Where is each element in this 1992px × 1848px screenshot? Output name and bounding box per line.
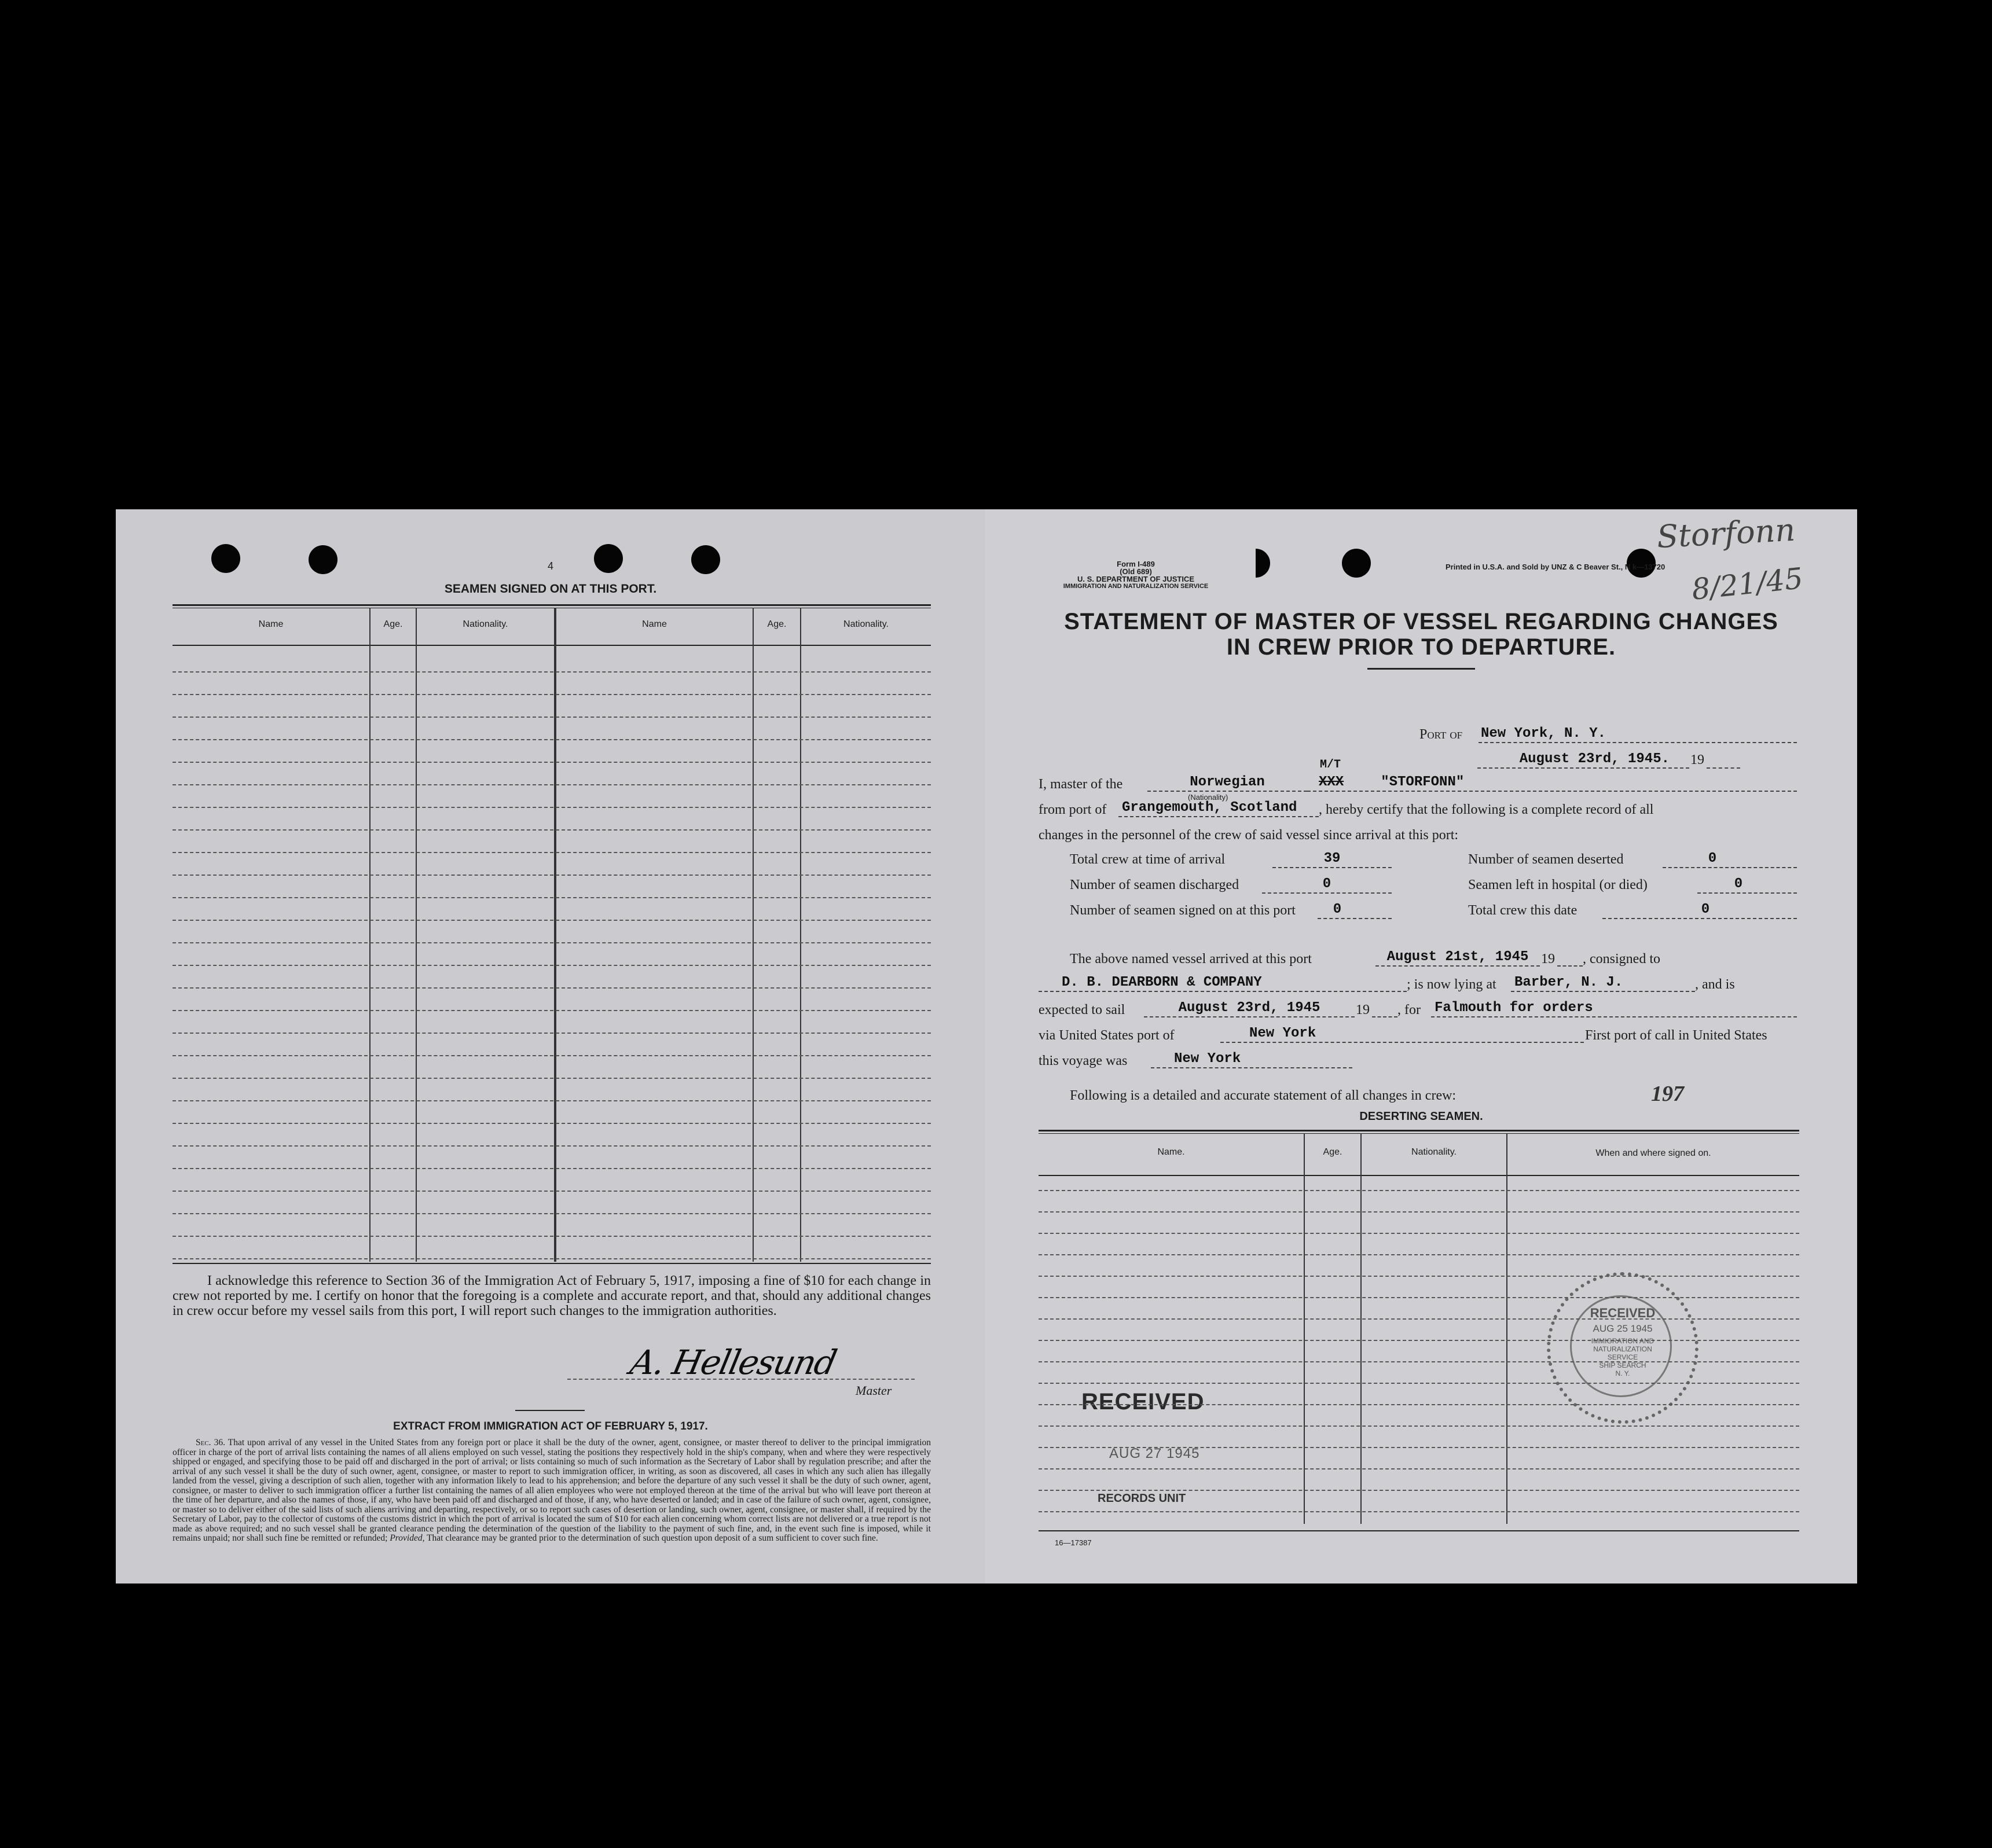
- expected-field: [1144, 1000, 1355, 1017]
- column-divider: [369, 608, 370, 1262]
- table-row-line: [173, 965, 931, 966]
- stat-field: [1262, 876, 1392, 894]
- lying-field: [1511, 975, 1695, 992]
- table-row-line: [173, 739, 931, 740]
- following-text: Following is a detailed and accurate statement of all changes in crew:: [1070, 1088, 1457, 1103]
- table-row-line: [1039, 1211, 1799, 1213]
- round-stamp-line: SHIP SEARCH: [1599, 1361, 1646, 1369]
- table-row-line: [173, 694, 931, 695]
- table-row-line: [173, 762, 931, 763]
- stat-field: [1272, 851, 1392, 868]
- this-voyage-value: New York: [1174, 1051, 1241, 1067]
- handwritten-vessel-name: Storfonn: [1656, 511, 1796, 556]
- arrived-label: The above named vessel arrived at this port: [1070, 951, 1312, 967]
- acknowledgment-text: I acknowledge this reference to Section 36 of the Immigration Act of February 5, 1917, imposing a fine of $10 for each change in crew not reported by me. I certify on honor that the foregoing is a complete and accurate report, and that, should any additional changes in crew occur before my vessel sails from this port, I will report such changes to the immigration authorities.: [173, 1273, 931, 1318]
- extract-title: EXTRACT FROM IMMIGRATION ACT OF FEBRUARY 5, 1917.: [393, 1420, 708, 1432]
- round-stamp-title: RECEIVED: [1590, 1306, 1656, 1320]
- table-row-line: [1039, 1233, 1799, 1234]
- table-row-line: [173, 1236, 931, 1237]
- table-row-line: [173, 1010, 931, 1011]
- changes-text: changes in the personnel of the crew of said vessel since arrival at this port:: [1039, 828, 1459, 843]
- column-header-age: Age.: [767, 619, 787, 629]
- master-signature: [567, 1343, 926, 1383]
- for-value: Falmouth for orders: [1435, 1000, 1593, 1016]
- via-field: [1220, 1026, 1584, 1043]
- year-prefix: 19: [1356, 1002, 1370, 1017]
- extract-divider: [515, 1410, 585, 1411]
- table-row-line: [1039, 1190, 1799, 1191]
- nationality-field: [1147, 774, 1307, 792]
- table-row-line: [1039, 1254, 1799, 1255]
- from-port-field: [1118, 800, 1319, 817]
- column-divider: [1360, 1133, 1362, 1524]
- stat-value: 0: [1322, 876, 1331, 892]
- received-stamp: RECEIVED: [1081, 1389, 1205, 1415]
- table-row-line: [173, 1078, 931, 1079]
- column-divider: [1506, 1133, 1507, 1524]
- section-title: SEAMEN SIGNED ON AT THIS PORT.: [444, 582, 657, 596]
- column-divider: [753, 608, 754, 1262]
- table-row-line: [173, 807, 931, 808]
- this-voyage-field: [1151, 1051, 1352, 1068]
- department: U. S. DEPARTMENT OF JUSTICE: [1077, 575, 1194, 583]
- desert-col-age: Age.: [1323, 1147, 1342, 1157]
- column-divider: [554, 608, 556, 1262]
- deserting-top-rule: [1039, 1133, 1799, 1134]
- stat-label: Number of seamen discharged: [1070, 877, 1239, 892]
- table-row-line: [1039, 1447, 1799, 1448]
- year-field: [1557, 949, 1583, 967]
- table-row-line: [173, 1258, 931, 1259]
- certify-text: , hereby certify that the following is a complete record of all: [1319, 802, 1654, 817]
- service: IMMIGRATION AND NATURALIZATION SERVICE: [1063, 583, 1209, 590]
- footer-code: 16—17387: [1055, 1538, 1092, 1547]
- from-port-label: from port of: [1039, 802, 1107, 817]
- table-row-line: [173, 671, 931, 673]
- for-label: , for: [1397, 1002, 1421, 1017]
- form-old-number: (Old 689): [1120, 567, 1152, 576]
- deserting-top-rule: [1039, 1130, 1799, 1131]
- arrived-value: August 21st, 1945: [1386, 949, 1529, 965]
- left-page: [116, 509, 985, 1584]
- table-top-rule: [173, 604, 931, 606]
- round-received-stamp: [1547, 1272, 1698, 1424]
- year-field: [1372, 1000, 1397, 1017]
- page-number: 4: [547, 560, 553, 572]
- table-row-line: [173, 1123, 931, 1124]
- master-of-label: I, master of the: [1039, 777, 1123, 792]
- column-header-age: Age.: [383, 619, 403, 629]
- table-row-line: [173, 875, 931, 876]
- vessel-name: "STORFONN": [1381, 774, 1465, 790]
- stat-label: Number of seamen signed on at this port: [1070, 903, 1296, 918]
- deserting-header-rule: [1039, 1175, 1799, 1176]
- via-value: New York: [1249, 1026, 1316, 1041]
- stat-value: 0: [1734, 876, 1743, 892]
- lying-value: Barber, N. J.: [1514, 975, 1623, 990]
- first-port-label: First port of call in United States: [1585, 1028, 1767, 1043]
- table-row-line: [1039, 1318, 1799, 1320]
- from-port-value: Grangemouth, Scotland: [1122, 800, 1297, 815]
- extract-text: That upon arrival of any vessel in the United States from any foreign port or place it shall be the duty of the owner, agent, consignee, or master thereof to deliver to the principal immigration officer in charge of the port of arrival lists containing the names of all aliens employed on such vessel, stating the positions they respectively hold in the ship's company, when and where they were respectively shipped or engaged, and specifying those to be paid off and discharged in the port of arrival; or lists containing so much of such information as the Secretary of Labor shall by regulation prescribe; and after the arrival of any such vessel it shall be the duty of such owner, agent, consignee, or master to report to such immigration officer, in writing, as soon as discovered, all cases in which any such alien has illegally landed from the vessel, giving a description of such alien, together with any information likely to lead to his apprehension; and before the departure of any such vessel it shall be the duty of such owner, agent, consignee, or master to deliver to such immigration officer a further list containing the names of all alien employees who were not employed thereon at the time of the arrival but who will leave port thereon at the time of her departure, and also the names of those, if any, who have been paid off and discharged and of those, if any, who have deserted or landed; and in case of the failure of such owner, agent, consignee, or master so to deliver either of the said lists of such aliens arriving and departing, respectively, or so to report such cases of desertion or landing, such owner, agent, consignee, or master shall, if required by the Secretary of Labor, pay to the collector of customs of the customs district in which the port of arrival is located the sum of $10 for each alien concerning whom correct lists are not delivered or a true report is not made as above required; and no such vessel shall be granted clearance pending the determination of the question of the liability to the payment of such fine, and, in the event such fine is imposed, while it remains unpaid; nor shall such fine be remitted or refunded;: [173, 1438, 931, 1543]
- table-row-line: [173, 1213, 931, 1214]
- table-row-line: [1039, 1361, 1799, 1362]
- extract-section: Sec. 36.: [196, 1438, 225, 1447]
- extract-proviso-word: Provided,: [390, 1533, 425, 1543]
- port-of-field: [1479, 726, 1797, 743]
- extract-proviso: That clearance may be granted prior to the determination of such question upon deposit of a sum sufficient to cover such fine.: [427, 1533, 878, 1543]
- punch-hole: [1342, 549, 1371, 578]
- stat-field: [1663, 851, 1797, 868]
- date-field: [1477, 751, 1689, 769]
- table-row-line: [1039, 1490, 1799, 1491]
- and-is-text: , and is: [1695, 977, 1735, 992]
- stat-value: 0: [1333, 902, 1342, 917]
- table-row-line: [173, 1055, 931, 1056]
- stat-label: Seamen left in hospital (or died): [1468, 877, 1648, 892]
- round-stamp-line: IMMIGRATION AND: [1591, 1337, 1655, 1345]
- column-header-nationality: Nationality.: [463, 619, 508, 629]
- expected-label: expected to sail: [1039, 1002, 1125, 1017]
- vessel-type: M/T: [1320, 758, 1341, 771]
- round-stamp-line: NATURALIZATION: [1593, 1345, 1652, 1353]
- this-voyage-label: this voyage was: [1039, 1053, 1128, 1068]
- table-row-line: [173, 1100, 931, 1101]
- table-row-line: [1039, 1404, 1799, 1405]
- stat-field: [1602, 902, 1797, 919]
- for-field: [1431, 1000, 1797, 1017]
- table-row-line: [173, 829, 931, 831]
- stat-label: Total crew this date: [1468, 903, 1578, 918]
- table-row-line: [173, 987, 931, 989]
- form-title-line2: IN CREW PRIOR TO DEPARTURE.: [1226, 634, 1616, 660]
- consignee-value: D. B. DEARBORN & COMPANY: [1062, 975, 1262, 990]
- desert-col-signed-on: When and where signed on.: [1595, 1148, 1711, 1158]
- form-number: Form I-489: [1117, 560, 1155, 568]
- table-row-line: [173, 784, 931, 785]
- master-label: Master: [856, 1383, 892, 1398]
- table-row-line: [173, 1191, 931, 1192]
- table-row-line: [173, 1168, 931, 1169]
- form-title-line1: STATEMENT OF MASTER OF VESSEL REGARDING CHANGES: [1064, 609, 1778, 634]
- stat-field: [1318, 902, 1392, 919]
- stat-label: Total crew at time of arrival: [1070, 852, 1226, 867]
- desert-col-name: Name.: [1157, 1147, 1185, 1157]
- table-row-line: [1039, 1297, 1799, 1298]
- nationality-caption: (Nationality): [1188, 793, 1228, 802]
- lying-label: ; is now lying at: [1407, 977, 1496, 992]
- table-row-line: [1039, 1511, 1799, 1512]
- column-divider: [1304, 1133, 1305, 1524]
- table-row-line: [173, 942, 931, 943]
- round-stamp-text: [1550, 1337, 1695, 1377]
- round-stamp-line: SERVICE: [1607, 1353, 1638, 1361]
- table-row-line: [173, 717, 931, 718]
- header-rule: [173, 645, 931, 646]
- signature-line: [567, 1379, 915, 1380]
- expected-value: August 23rd, 1945: [1178, 1000, 1320, 1016]
- date-value: August 23rd, 1945.: [1519, 751, 1670, 767]
- column-header-nationality: Nationality.: [843, 619, 889, 629]
- year-prefix: 19: [1541, 951, 1555, 967]
- stat-value: 0: [1701, 902, 1710, 917]
- table-row-line: [1039, 1340, 1799, 1341]
- table-row-line: [1039, 1276, 1799, 1277]
- table-row-line: [173, 897, 931, 898]
- desert-col-nationality: Nationality.: [1411, 1147, 1457, 1157]
- table-bottom-rule: [173, 1263, 931, 1264]
- via-label: via United States port of: [1039, 1028, 1175, 1043]
- table-row-line: [173, 920, 931, 921]
- stat-field: [1697, 876, 1797, 894]
- received-stamp-date: AUG 27 1945: [1109, 1446, 1200, 1461]
- consigned-label: , consigned to: [1583, 951, 1660, 967]
- table-row-line: [1039, 1468, 1799, 1469]
- arrived-field: [1375, 949, 1540, 967]
- table-row-line: [173, 1033, 931, 1034]
- extract-body: [173, 1438, 931, 1544]
- year-field: [1707, 751, 1740, 769]
- vessel-type-struck: XXX: [1319, 774, 1344, 790]
- round-stamp-date: AUG 25 1945: [1593, 1323, 1653, 1334]
- round-stamp-line: N. Y.: [1615, 1369, 1630, 1377]
- title-rule: [1367, 668, 1475, 670]
- deserting-title: DESERTING SEAMEN.: [1359, 1110, 1483, 1123]
- received-stamp-unit: RECORDS UNIT: [1098, 1492, 1186, 1505]
- table-row-line: [1039, 1383, 1799, 1384]
- port-of-value: New York, N. Y.: [1481, 726, 1606, 741]
- table-row-line: [1039, 1426, 1799, 1427]
- punch-hole: [1241, 549, 1270, 578]
- handwritten-page-number: 197: [1651, 1082, 1684, 1106]
- table-row-line: [173, 852, 931, 853]
- year-prefix: 19: [1690, 752, 1704, 767]
- form-id-block: [1043, 560, 1228, 590]
- port-of-label: Port of: [1419, 727, 1463, 742]
- table-row-line: [173, 1145, 931, 1147]
- signature-image: A. Hellesund: [626, 1343, 839, 1382]
- column-header-name: Name: [258, 619, 284, 629]
- stat-label: Number of seamen deserted: [1468, 852, 1624, 867]
- right-page: [985, 509, 1857, 1584]
- printer-note: Printed in U.S.A. and Sold by UNZ & C Beaver St., N k—13720: [1446, 563, 1665, 571]
- handwritten-date: 8/21/45: [1690, 561, 1805, 607]
- stat-value: 0: [1708, 851, 1717, 866]
- deserting-bottom-rule: [1039, 1530, 1799, 1531]
- column-header-name: Name: [642, 619, 667, 629]
- column-divider: [800, 608, 801, 1262]
- vessel-name-field: [1307, 774, 1797, 792]
- consignee-field: [1039, 975, 1407, 992]
- stat-value: 39: [1323, 851, 1341, 866]
- column-divider: [416, 608, 417, 1262]
- nationality-value: Norwegian: [1190, 774, 1265, 790]
